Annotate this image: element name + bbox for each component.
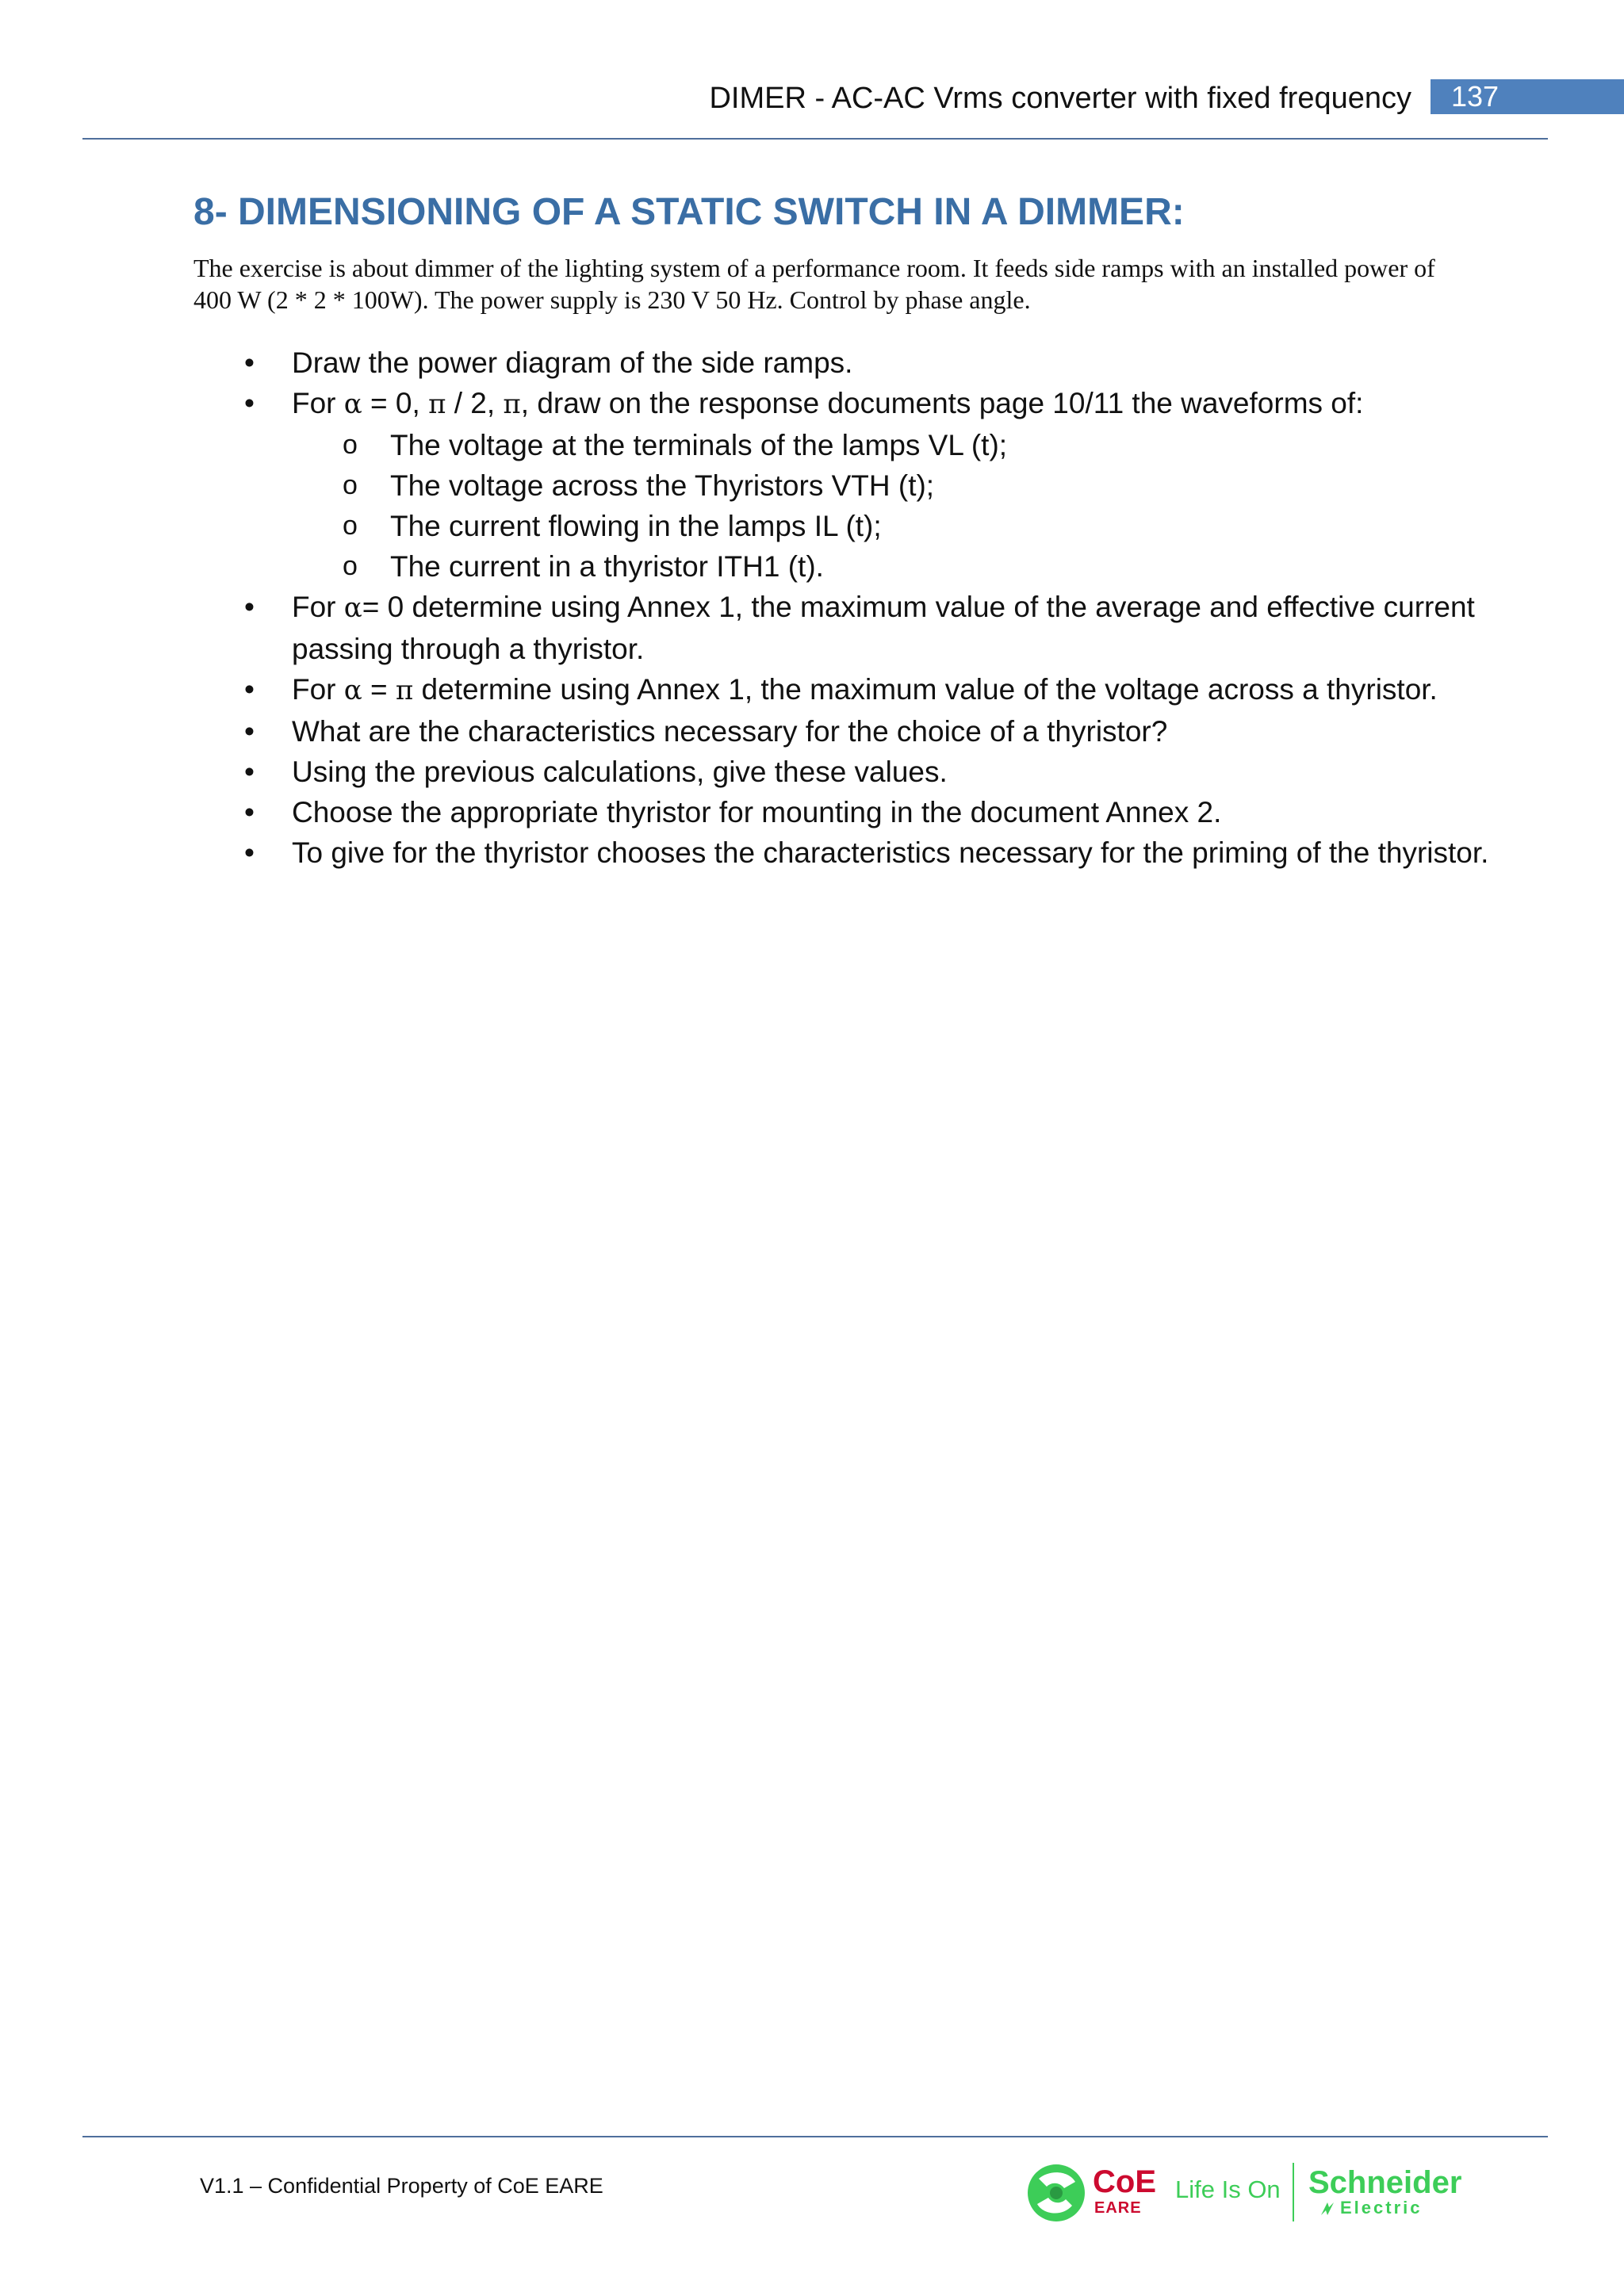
waveform-sublist xyxy=(292,425,1494,587)
list-item-text: determine using Annex 1, the maximum value of the voltage across a thyristor. xyxy=(413,673,1438,706)
coe-brand-sub: EARE xyxy=(1094,2199,1142,2217)
pi-symbol: π xyxy=(428,388,446,420)
list-item-text: / 2, xyxy=(446,387,504,419)
logo-divider xyxy=(1293,2163,1294,2221)
sub-list-item: o The current flowing in the lamps IL (t); xyxy=(292,506,1494,546)
header-rule xyxy=(82,138,1548,140)
list-item xyxy=(193,711,1494,752)
list-item-text: , draw on the response documents page 10/11 the waveforms of: xyxy=(520,387,1364,419)
alpha-symbol: α xyxy=(343,388,362,420)
section-title: 8- DIMENSIONING OF A STATIC SWITCH IN A DIMMER: xyxy=(193,191,1185,233)
schneider-brand-name: Schneider xyxy=(1308,2165,1462,2200)
sub-list-item: o The voltage at the terminals of the lamps VL (t); xyxy=(292,425,1494,465)
list-item-text: Draw the power diagram of the side ramps. xyxy=(292,346,853,379)
list-item-text: For xyxy=(292,673,344,706)
list-item-text: For xyxy=(292,387,344,419)
list-item xyxy=(193,342,1494,383)
list-item-text: What are the characteristics necessary for the choice of a thyristor? xyxy=(292,715,1168,748)
header-title: DIMER - AC-AC Vrms converter with fixed frequency xyxy=(709,82,1411,115)
list-item xyxy=(193,832,1494,873)
list-item xyxy=(193,383,1494,587)
list-item-text: = 0 determine using Annex 1, the maximum value of the average and effective current passing through a thyristor. xyxy=(292,591,1475,665)
schneider-brand-sub: Electric xyxy=(1340,2198,1423,2218)
page-header xyxy=(0,76,1624,121)
list-item xyxy=(193,669,1494,711)
list-item-text: For xyxy=(292,591,344,623)
list-item xyxy=(193,792,1494,832)
schneider-logo-icon xyxy=(1318,2199,1337,2218)
list-item-text: Using the previous calculations, give these values. xyxy=(292,756,948,788)
alpha-symbol: α xyxy=(343,675,362,706)
list-item-text: Choose the appropriate thyristor for mounting in the document Annex 2. xyxy=(292,796,1222,828)
list-item xyxy=(193,752,1494,792)
sub-list-item: o The voltage across the Thyristors VTH (t); xyxy=(292,465,1494,506)
coe-logo-icon xyxy=(1023,2158,1090,2225)
sub-list-item: o The current in a thyristor ITH1 (t). xyxy=(292,546,1494,587)
alpha-symbol: α xyxy=(343,592,362,624)
list-item-text: = xyxy=(362,673,396,706)
list-item-text: To give for the thyristor chooses the characteristics necessary for the priming of the thyristor. xyxy=(292,836,1489,869)
tagline: Life Is On xyxy=(1175,2175,1281,2203)
footer-confidential: V1.1 – Confidential Property of CoE EARE xyxy=(200,2174,603,2198)
list-item-text: = 0, xyxy=(362,387,429,419)
pi-symbol: π xyxy=(503,388,521,420)
intro-paragraph: The exercise is about dimmer of the lighting system of a performance room. It feeds side ramps with an installed power of 400 W (2 * 2 * 100W). The power supply is 230 V 50 Hz. Control by phase angle. xyxy=(193,254,1435,314)
exercise-list xyxy=(193,342,1494,873)
list-item xyxy=(193,587,1494,669)
pi-symbol: π xyxy=(395,675,414,706)
footer-rule xyxy=(82,2136,1548,2137)
coe-brand-name: CoE xyxy=(1093,2164,1156,2199)
page-number: 137 xyxy=(1431,79,1624,114)
footer-logos xyxy=(1023,2158,1467,2229)
